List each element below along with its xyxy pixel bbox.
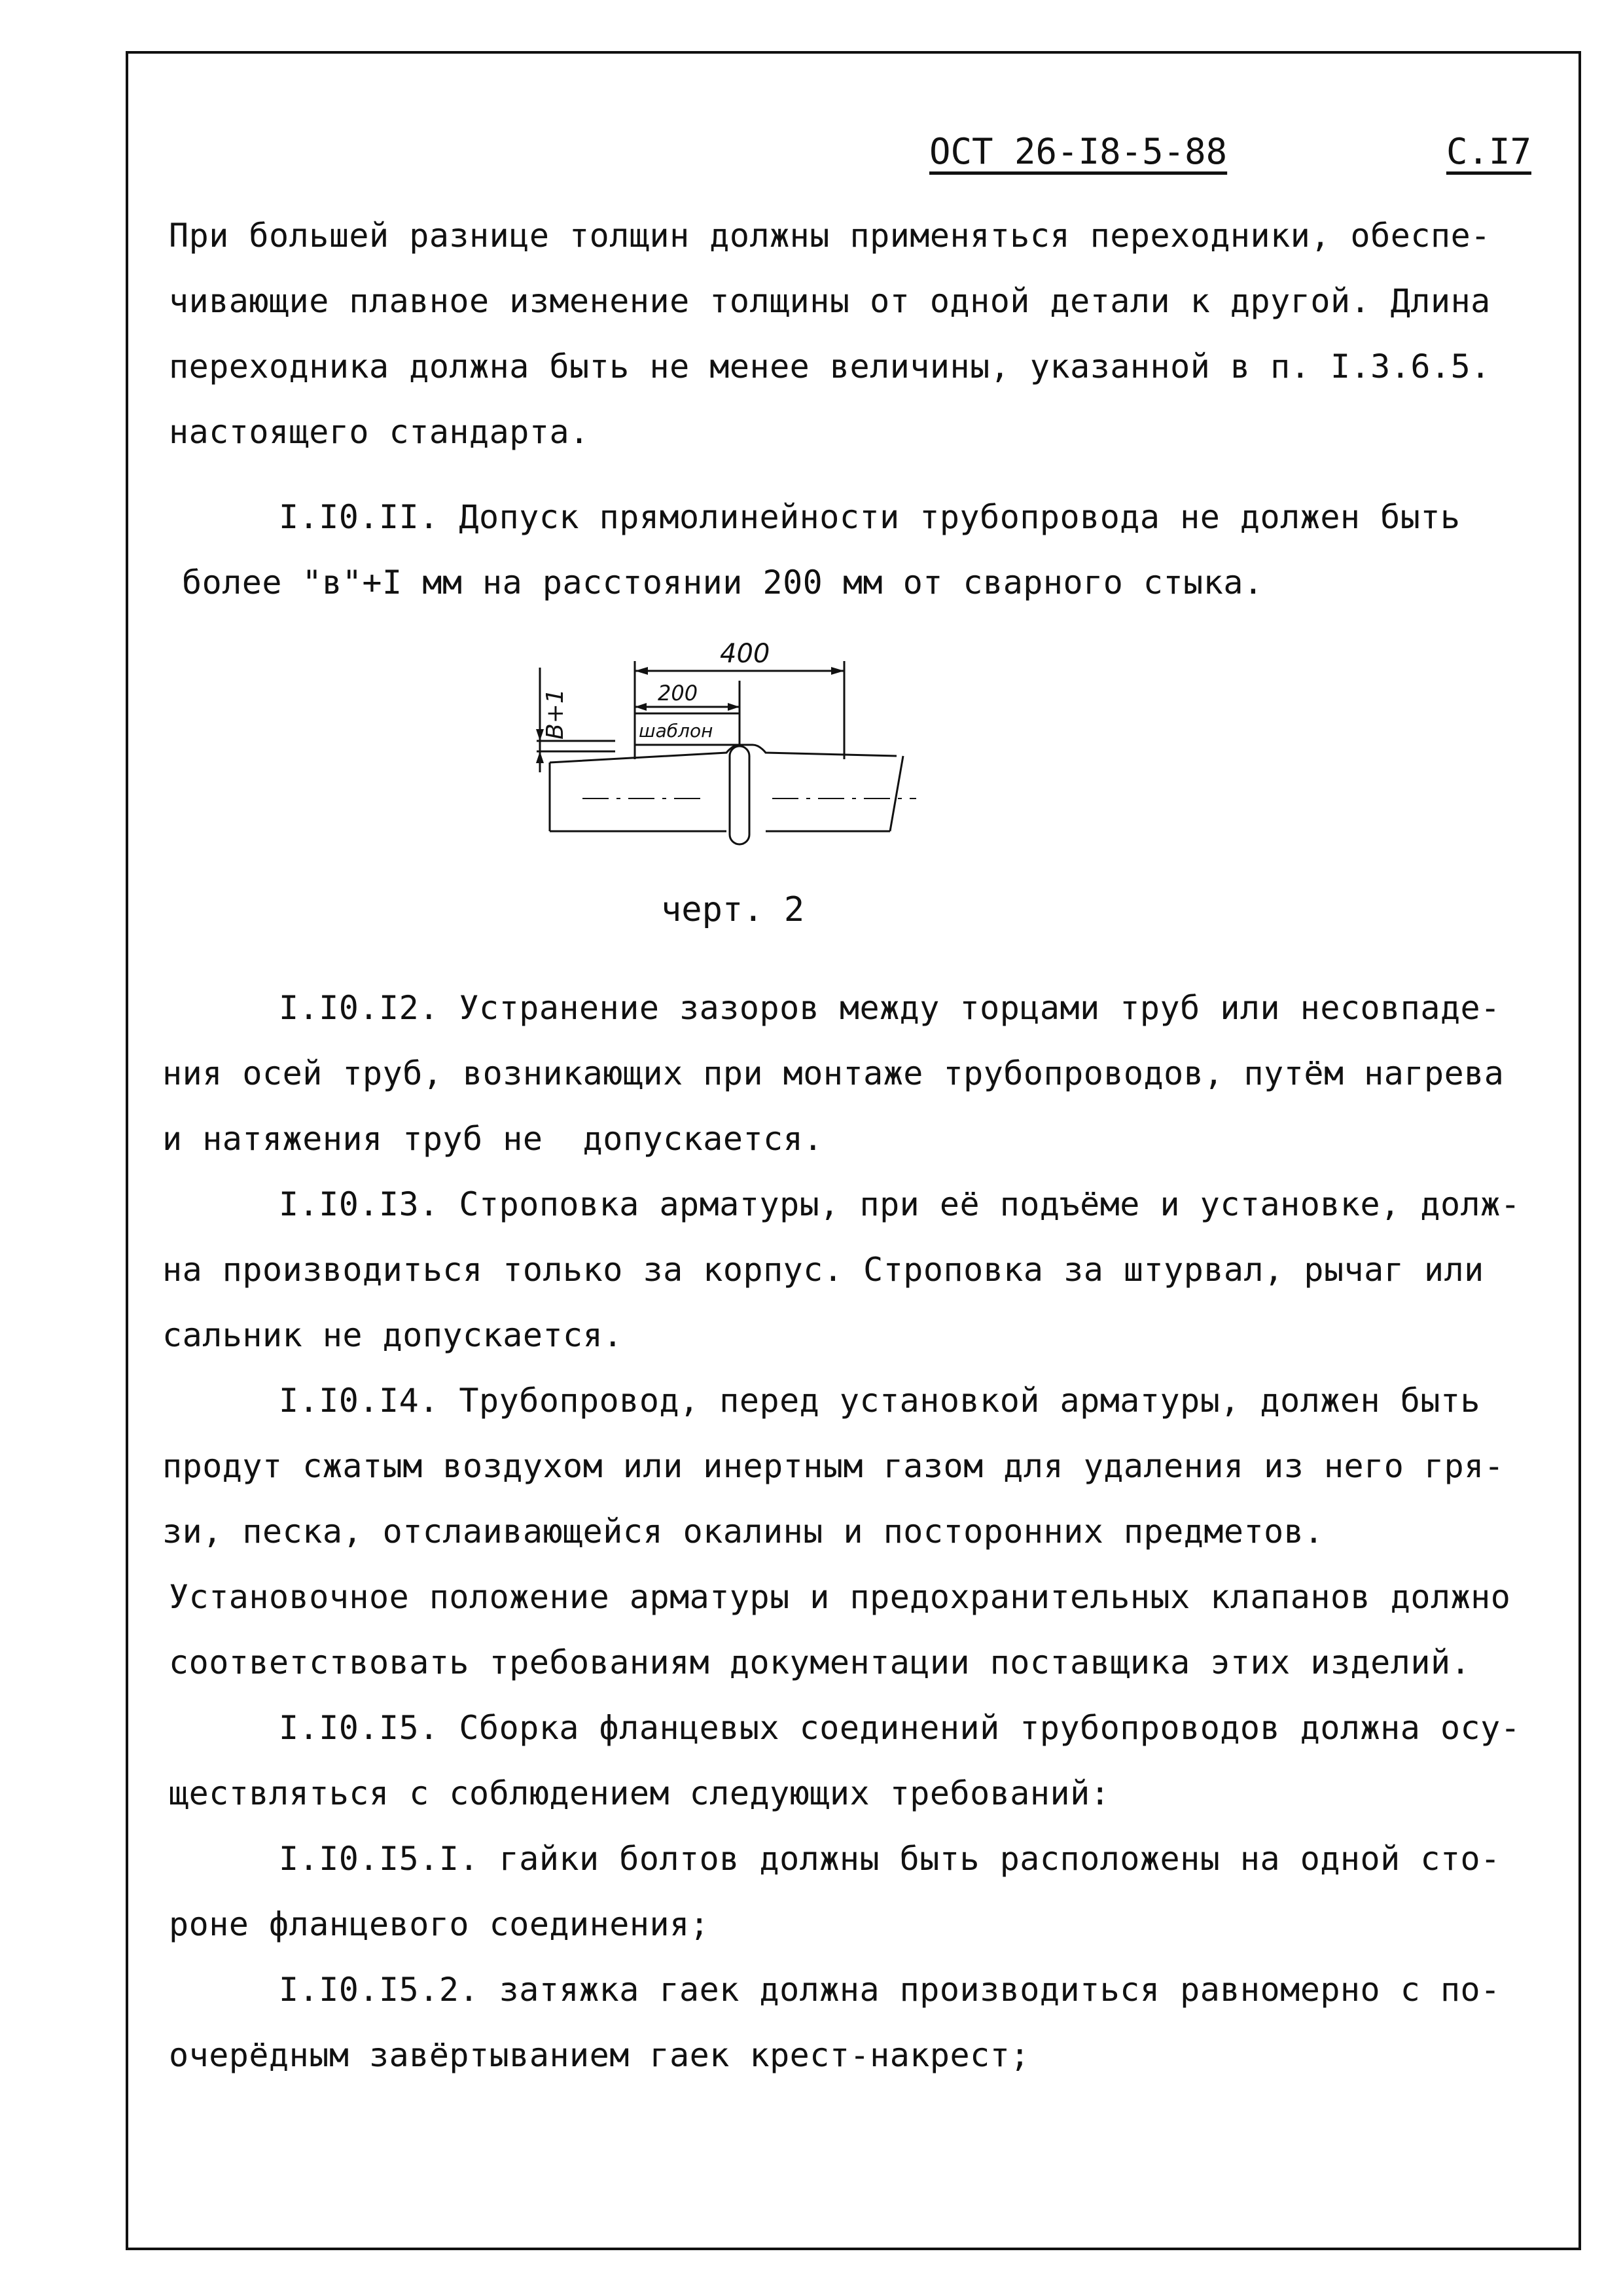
text-line: продут сжатым воздухом или инертным газом для удаления из него гря- (162, 1447, 1505, 1485)
text-line: очерёдным завёртыванием гаек крест-накрест; (169, 2036, 1030, 2074)
pipe-right-edge (890, 756, 903, 831)
text-line: настоящего стандарта. (169, 413, 590, 451)
text-line: и натяжения труб не допускается. (162, 1120, 823, 1158)
text-line: I.I0.I2. Устранение зазоров между торцами труб или несовпаде- (279, 989, 1501, 1027)
dim-200-label: 200 (658, 681, 698, 706)
text-line: ществляться с соблюдением следующих требований: (169, 1774, 1111, 1812)
page-number: С.I7 (1446, 131, 1531, 172)
figure-caption: черт. 2 (661, 890, 805, 929)
arrow-icon (728, 703, 740, 711)
text-line: переходника должна быть не менее величины, указанной в п. I.3.6.5. (169, 348, 1491, 386)
text-line: I.I0.I5.2. затяжка гаек должна производиться равномерно с по- (279, 1971, 1501, 2009)
text-line: сальник не допускается. (162, 1316, 623, 1354)
text-line: I.I0.I5.I. гайки болтов должны быть расположены на одной сто- (279, 1840, 1501, 1878)
text-line: соответствовать требованиям документации поставщика этих изделий. (169, 1643, 1471, 1681)
pipe-straightness-drawing (510, 641, 929, 864)
page-header (929, 131, 1531, 183)
text-line: более "в"+I мм на расстоянии 200 мм от сварного стыка. (182, 564, 1264, 601)
figure-drawing-2 (510, 641, 929, 864)
text-line: I.I0.I5. Сборка фланцевых соединений трубопроводов должна осу- (279, 1709, 1521, 1747)
text-line: I.I0.II. Допуск прямолинейности трубопровода не должен быть (279, 498, 1461, 536)
text-line: I.I0.I3. Строповка арматуры, при её подъёме и установке, долж- (279, 1185, 1521, 1223)
arrow-icon (635, 703, 647, 711)
text-line: ния осей труб, возникающих при монтаже трубопроводов, путём нагрева (162, 1054, 1505, 1092)
text-line: на производиться только за корпус. Строповка за штурвал, рычаг или (162, 1251, 1484, 1289)
text-line: роне фланцевого соединения; (169, 1905, 710, 1943)
text-line: Установочное положение арматуры и предохранительных клапанов должно (169, 1578, 1511, 1616)
arrow-icon (831, 667, 844, 675)
text-line: При большей разнице толщин должны применяться переходники, обеспе- (169, 217, 1491, 255)
weld-joint (730, 746, 749, 844)
side-label: В+1 (542, 689, 569, 740)
text-line: чивающие плавное изменение толщины от одной детали к другой. Длина (169, 282, 1491, 320)
text-line: I.I0.I4. Трубопровод, перед установкой арматуры, должен быть (279, 1382, 1481, 1420)
text-line: зи, песка, отслаивающейся окалины и посторонних предметов. (162, 1513, 1324, 1551)
dim-400-label: 400 (720, 641, 770, 669)
arrow-icon (536, 751, 544, 763)
arrow-icon (635, 667, 648, 675)
template-label: шаблон (639, 720, 713, 742)
standard-number: ОСТ 26-I8-5-88 (929, 131, 1228, 172)
